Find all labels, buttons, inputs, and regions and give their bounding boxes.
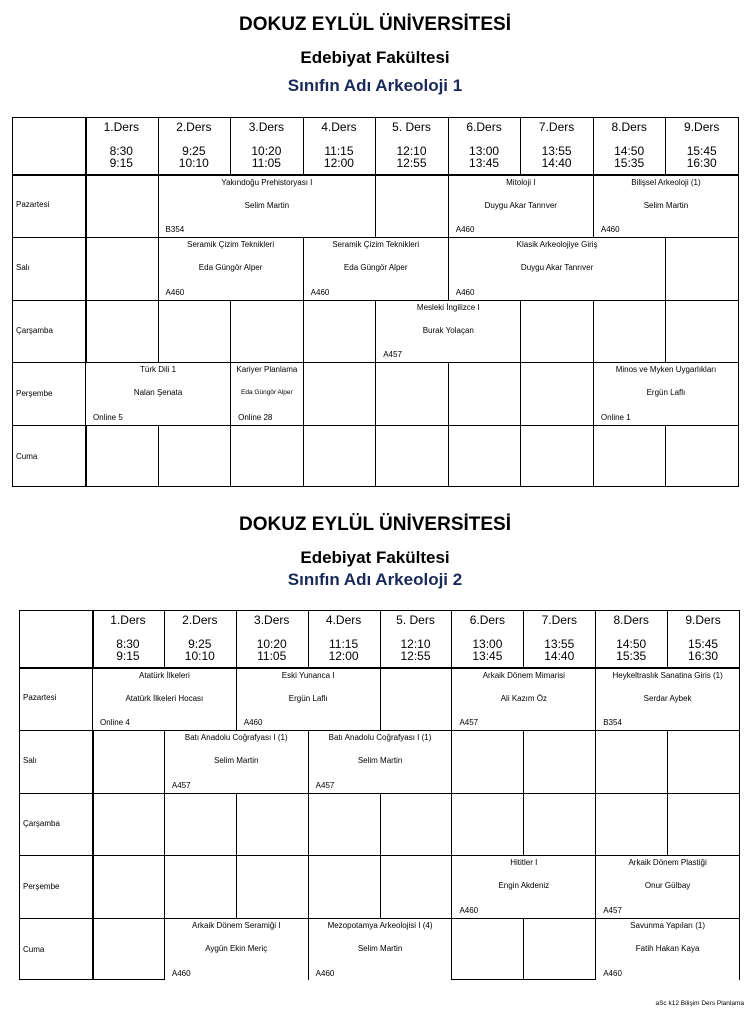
period-end-time: 15:35 (616, 649, 647, 663)
day-label-2: Çarşamba (16, 326, 53, 335)
lesson-room: A460 (171, 968, 191, 978)
lesson-title: Kariyer Planlama (236, 365, 298, 375)
period-name: 3.Ders (254, 613, 290, 627)
lesson-title: Türk Dili 1 (140, 365, 177, 375)
lesson-room: B354 (603, 717, 622, 727)
period-start-time: 11:15 (329, 637, 359, 651)
period-name: 5. Ders (396, 613, 435, 627)
period-end-time: 12:00 (328, 649, 359, 663)
period-start-time: 12:10 (396, 144, 427, 158)
lesson-room: A460 (455, 224, 475, 234)
lesson-title: Arkaik Dönem Plastiği (628, 858, 707, 868)
day-label-1: Salı (23, 756, 37, 766)
period-name: 8.Ders (613, 613, 649, 627)
period-name: 2.Ders (176, 120, 212, 134)
period-end-time: 16:30 (686, 156, 717, 170)
lesson-teacher: Aygün Ekin Meriç (205, 944, 268, 954)
footer-credit: aSc k12 Bilişim Ders Planlama (655, 1000, 744, 1007)
period-end-time: 10:10 (178, 156, 209, 170)
lesson-cell[interactable] (449, 176, 593, 237)
period-name: 2.Ders (182, 613, 218, 627)
period-name: 7.Ders (541, 613, 577, 627)
lesson-cell[interactable] (304, 238, 448, 300)
period-name: 1.Ders (110, 613, 146, 627)
period-start-time: 13:00 (469, 144, 500, 158)
lesson-title: Eski Yunanca I (281, 671, 335, 680)
period-header (375, 118, 448, 174)
period-name: 4.Ders (325, 613, 362, 627)
period-start-time: 11:15 (324, 144, 354, 158)
lesson-teacher: Selim Martin (357, 944, 403, 954)
lesson-room: Online 5 (93, 413, 123, 423)
class-title: Sınıfın Adı Arkeoloji 1 (287, 76, 463, 95)
lesson-room: Online 28 (238, 413, 273, 423)
period-end-time: 12:55 (396, 156, 427, 170)
lesson-teacher: Eda Güngör Alper (241, 389, 293, 397)
lesson-room: A460 (600, 224, 620, 234)
lesson-teacher: Duygu Akar Tanrıver (484, 201, 557, 210)
lesson-cell[interactable] (159, 238, 303, 300)
period-end-time: 9:15 (116, 649, 140, 663)
lesson-cell[interactable] (594, 363, 738, 425)
lesson-title: Bilişsel Arkeoloji (1) (631, 178, 701, 187)
lesson-title: Klasik Arkeolojiye Giriş (516, 239, 598, 249)
period-header (595, 611, 667, 667)
grid-hline (20, 793, 739, 794)
period-name: 4.Ders (321, 120, 357, 134)
lesson-room: A457 (603, 906, 622, 916)
lesson-title: Batı Anadolu Coğrafyası I (1) (328, 732, 432, 742)
period-start-time: 15:45 (686, 144, 717, 158)
lesson-title: Seramik Çizim Teknikleri (187, 239, 275, 249)
lesson-teacher: Selim Martin (357, 755, 403, 765)
period-header (451, 611, 523, 667)
lesson-title: Batı Anadolu Coğrafyası I (1) (184, 732, 288, 742)
lesson-cell[interactable] (93, 669, 236, 730)
lesson-teacher: Selim Martin (643, 201, 689, 210)
lesson-teacher: Ergün Laflı (646, 388, 686, 398)
period-header (85, 118, 158, 174)
period-end-time: 10:10 (184, 649, 215, 663)
period-start-time: 13:55 (541, 144, 572, 158)
lesson-cell[interactable] (449, 238, 666, 300)
lesson-cell[interactable] (309, 919, 452, 981)
lesson-teacher: Selim Martin (214, 755, 259, 765)
lesson-room: A460 (455, 287, 475, 297)
lesson-room: A460 (315, 968, 335, 978)
period-end-time: 15:35 (614, 156, 645, 170)
lesson-room: A457 (383, 350, 402, 360)
lesson-title: Yakındoğu Prehistoryası I (221, 178, 313, 187)
lesson-room: A457 (171, 780, 191, 790)
lesson-cell[interactable] (376, 301, 520, 363)
period-end-time: 13:45 (472, 649, 503, 663)
period-header (158, 118, 231, 174)
period-name: 3.Ders (248, 120, 285, 134)
lesson-cell[interactable] (452, 856, 595, 918)
lesson-teacher: Nalan Şenata (133, 388, 183, 398)
period-header (593, 118, 666, 174)
period-header (236, 611, 308, 667)
period-start-time: 12:10 (400, 637, 431, 651)
period-start-time: 10:20 (251, 144, 282, 158)
period-name: 8.Ders (611, 120, 647, 134)
period-start-time: 14:50 (614, 144, 645, 158)
lesson-teacher: Eda Güngör Alper (343, 262, 408, 272)
period-end-time: 14:40 (544, 649, 575, 663)
day-label-0: Pazartesi (16, 200, 50, 210)
period-header (448, 118, 521, 174)
lesson-title: Arkaik Dönem Seramiği I (192, 921, 281, 931)
lesson-teacher: Fatih Hakan Kaya (635, 944, 700, 954)
lesson-title: Atatürk İlkeleri (139, 671, 190, 680)
day-label-3: Perşembe (16, 388, 53, 398)
lesson-room: B354 (165, 224, 185, 234)
period-name: 6.Ders (469, 613, 506, 627)
period-name: 7.Ders (538, 120, 575, 134)
lesson-title: Hititler I (510, 858, 538, 868)
lesson-title: Heykeltraslık Sanatina Giris (1) (612, 671, 723, 680)
day-label-1: Salı (16, 263, 30, 273)
period-name: 9.Ders (684, 120, 720, 134)
lesson-room: A457 (459, 717, 479, 727)
period-start-time: 13:55 (544, 637, 575, 651)
period-name: 5. Ders (392, 120, 431, 134)
lesson-room: A460 (310, 287, 330, 297)
period-end-time: 16:30 (688, 649, 719, 663)
period-name: 6.Ders (466, 120, 502, 134)
lesson-cell[interactable] (86, 363, 230, 425)
period-header (380, 611, 452, 667)
lesson-cell[interactable] (452, 669, 595, 730)
lesson-title: Mitoloji I (506, 178, 536, 187)
lesson-teacher: Onur Gülbay (644, 881, 691, 891)
lesson-room: A457 (315, 780, 335, 790)
period-start-time: 15:45 (688, 637, 719, 651)
lesson-title: Mezopotamya Arkeolojisi I (4) (327, 921, 433, 931)
period-end-time: 9:15 (109, 156, 133, 170)
period-start-time: 8:30 (109, 144, 133, 158)
faculty-title: Edebiyat Fakültesi (300, 48, 450, 67)
lesson-cell[interactable] (309, 731, 452, 793)
lesson-cell[interactable] (596, 856, 739, 918)
lesson-cell[interactable] (596, 919, 739, 981)
lesson-cell[interactable] (596, 669, 739, 730)
lesson-title: Arkaik Dönem Mimarisi (482, 671, 565, 680)
period-header (520, 118, 593, 174)
lesson-title: Savunma Yapıları (1) (630, 921, 706, 931)
period-start-time: 9:25 (182, 144, 206, 158)
day-label-0: Pazartesi (23, 693, 57, 703)
faculty-title: Edebiyat Fakültesi (300, 548, 450, 567)
lesson-room: A460 (603, 968, 622, 978)
period-end-time: 13:45 (469, 156, 500, 170)
lesson-cell[interactable] (165, 919, 308, 981)
period-start-time: 10:20 (256, 637, 287, 651)
lesson-teacher: Ali Kazım Öz (500, 694, 547, 703)
lesson-room: A460 (459, 906, 479, 916)
period-start-time: 13:00 (472, 637, 503, 651)
lesson-cell[interactable] (237, 669, 380, 730)
lesson-cell[interactable] (159, 176, 376, 237)
timetable-2 (19, 610, 740, 980)
lesson-title: Seramik Çizim Teknikleri (332, 239, 420, 249)
period-header (92, 611, 164, 667)
lesson-title: Minos ve Myken Uygarlıkları (615, 365, 717, 375)
period-name: 1.Ders (103, 120, 139, 134)
period-end-time: 11:05 (257, 649, 287, 663)
period-start-time: 9:25 (188, 637, 212, 651)
period-name: 9.Ders (685, 613, 721, 627)
period-start-time: 8:30 (116, 637, 140, 651)
period-end-time: 12:00 (323, 156, 354, 170)
day-label-4: Cuma (16, 451, 38, 461)
lesson-teacher: Selim Martin (244, 201, 290, 210)
period-end-time: 14:40 (541, 156, 572, 170)
period-end-time: 12:55 (400, 649, 431, 663)
lesson-title: Mesleki İngilizce I (416, 302, 480, 312)
period-header (665, 118, 738, 174)
lesson-room: A460 (165, 287, 185, 297)
lesson-teacher: Ergün Laflı (288, 694, 328, 703)
period-header (164, 611, 236, 667)
timetable-1 (12, 117, 739, 487)
class-title: Sınıfın Adı Arkeoloji 2 (287, 570, 463, 589)
lesson-cell[interactable] (231, 363, 303, 425)
lesson-room: Online 1 (600, 413, 631, 423)
period-header (303, 118, 376, 174)
university-title: DOKUZ EYLÜL ÜNİVERSİTESİ (238, 514, 511, 535)
lesson-teacher: Serdar Aybek (643, 694, 692, 703)
lesson-teacher: Atatürk İlkeleri Hocası (125, 694, 204, 703)
lesson-teacher: Burak Yolaçan (422, 325, 474, 335)
lesson-cell[interactable] (594, 176, 738, 237)
period-header (230, 118, 303, 174)
lesson-teacher: Eda Güngör Alper (198, 262, 263, 272)
period-header (667, 611, 739, 667)
grid-hline (13, 425, 738, 426)
day-label-4: Cuma (23, 944, 45, 954)
period-header (523, 611, 595, 667)
university-title: DOKUZ EYLÜL ÜNİVERSİTESİ (238, 14, 511, 35)
lesson-cell[interactable] (165, 731, 308, 793)
lesson-room: Online 4 (100, 717, 130, 727)
lesson-teacher: Duygu Akar Tanrıver (520, 262, 594, 272)
lesson-teacher: Engin Akdeniz (498, 881, 550, 891)
period-header (308, 611, 380, 667)
period-end-time: 11:05 (251, 156, 281, 170)
lesson-room: A460 (243, 717, 263, 727)
day-label-2: Çarşamba (23, 819, 60, 828)
day-label-3: Perşembe (23, 881, 60, 891)
period-start-time: 14:50 (616, 637, 647, 651)
